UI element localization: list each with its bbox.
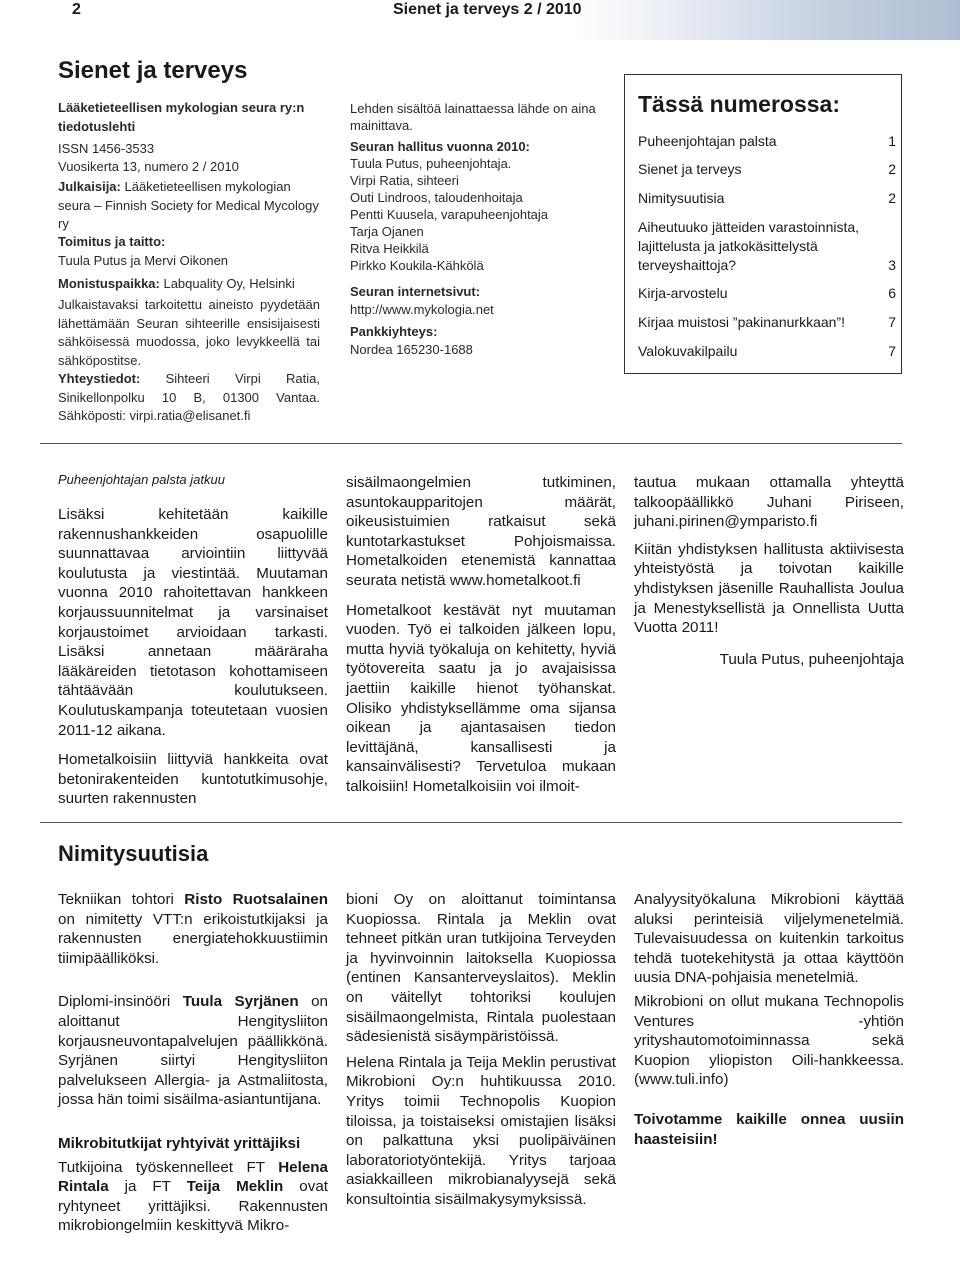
- toc-item-page: 3: [888, 257, 896, 273]
- section-divider: [40, 822, 902, 823]
- paragraph: tautua mukaan ottamalla yhteyttä talkoopäällikkö Juhani Piriseen, juhani.pirinen@ymparisto.fi: [634, 474, 904, 531]
- board-member: Outi Lindroos, taloudenhoitaja: [350, 190, 523, 205]
- bank-heading: Pankkiyhteys:: [350, 324, 438, 339]
- toc-item: [638, 284, 896, 303]
- continued-caption: Puheenjohtajan palsta jatkuu: [58, 472, 225, 487]
- masthead-volume: Vuosikerta 13, numero 2 / 2010: [58, 159, 239, 174]
- toc-item-page: 1: [888, 133, 896, 149]
- masthead-title: Sienet ja terveys: [58, 57, 248, 84]
- paragraph: Lisäksi kehitetään kaikille rakennushankkeiden osapuolille suunnattavaa arviointiin liittyvää koulutusta ja viestintää. Muutaman vuonna 2010 rahoitettavan hankkeen korjaussuunnitelmat ja varsinaiset korjaustoimet arvioidaan tarkasti. Lisäksi annetaan määräraha lääkäreiden tietotason kohottamiseen tähtäävään koulutukseen. Koulutuskampanja toteutetaan vuosien 2011-12 aikana.: [58, 506, 328, 739]
- toc-item-page: 2: [888, 161, 896, 177]
- page-number: 2: [72, 1, 81, 18]
- person-name: Tuula Syrjänen: [182, 993, 299, 1011]
- person-name: Helena Rintala: [58, 1158, 328, 1196]
- masthead-publisher: [58, 178, 320, 234]
- text: on aloittanut Hengitysliiton korjausneuvontapalvelujen päällikkönä. Syrjänen siirtyi Hengitysliiton palvelukseen Allergia- ja Astmaliitosta, jossa hän toimi sisäilma-asiantuntijana.: [58, 993, 328, 1109]
- person-name: Risto Ruotsalainen: [184, 891, 328, 908]
- toc-item-label: Nimitysuutisia: [638, 190, 725, 206]
- text: ja FT: [108, 1178, 187, 1196]
- section-divider: [40, 443, 902, 444]
- signature: Tuula Putus, puheenjohtaja: [719, 650, 904, 668]
- chair-column-1: [58, 505, 328, 809]
- toc-item-label: Valokuvakilpailu: [638, 343, 738, 359]
- toc-item-label: Aiheutuuko jätteiden varastoinnista, lajittelusta ja jatkokäsittelystä terveyshaittoja?: [638, 219, 860, 273]
- paragraph: Hometalkoot kestävät nyt muutaman vuoden. Työ ei talkoiden jälkeen lopu, mutta hyviä työkaluja on kehitetty, hyviä työtovereita saatu ja jo avajaisissa jaettiin kaikille hienot työhanskat. Olisiko yhdistyksellämme oma sijansa oikean ja ajantasaisen tiedon levittäjänä, kansallisesti ja kansainvälisesti? Tervetuloa mukaan talkoisiin! Hometalkoisiin voi ilmoit-: [346, 601, 616, 795]
- paragraph: Analyysityökaluna Mikrobioni käyttää aluksi perinteisiä viljelymenetelmiä. Tulevaisuudessa on kuitenkin tarkoitus tehdä tuotekehitystä ja ottaa käyttöön uusia DNA-pohjaisia menetelmiä.: [634, 891, 904, 987]
- board-heading: Seuran hallitus vuonna 2010:: [350, 139, 530, 154]
- board-member: Tarja Ojanen: [350, 224, 424, 239]
- toc-item: [638, 160, 896, 179]
- editor-label: Toimitus ja taitto:: [58, 234, 166, 249]
- paragraph: sisäilmaongelmien tutkiminen, asuntokaupparitojen määrät, oikeusistuimien ratkaisut sekä kuntotarkastukset Pohjoismaissa. Hometalkoiden etenemistä kannattaa seurata netistä www.hometalkoot.fi: [346, 474, 616, 589]
- masthead-issn: ISSN 1456-3533: [58, 141, 155, 156]
- chair-column-3: [634, 473, 904, 669]
- news-column-3: [634, 890, 904, 1149]
- toc-title: Tässä numerossa:: [638, 91, 840, 117]
- paragraph: Mikrobioni on ollut mukana Technopolis Ventures -yhtiön yrityshautomotoiminnassa sekä Kuopion yliopiston Oili-hankkeessa. (www.tuli.info): [634, 992, 904, 1089]
- toc-item: [638, 342, 896, 361]
- masthead-editor: [58, 233, 320, 270]
- paragraph: [58, 890, 328, 968]
- toc-item-label: Puheenjohtajan palsta: [638, 133, 777, 149]
- text: Diplomi-insinööri: [58, 993, 183, 1011]
- board-member: Virpi Ratia, sihteeri: [350, 173, 459, 188]
- board-members: [350, 155, 612, 274]
- person-name: Teija Meklin: [186, 1178, 284, 1196]
- paragraph: [58, 992, 328, 1110]
- masthead-printer: [58, 275, 320, 294]
- text: Tekniikan tohtori: [58, 891, 185, 908]
- text: on nimitetty VTT:n erikoistutkijaksi ja rakennusten energiatehokkuustiimin tiimipäälliköksi.: [58, 910, 328, 967]
- paragraph: Helena Rintala ja Teija Meklin perustivat Mikrobioni Oy:n huhtikuussa 2010. Yritys toimii Technopolis Kuopion tiloissa, ja toistaiseksi omistajien lisäksi on palkattuna yksi puolipäiväinen laboratoriotyöntekijä. Yritys tarjoaa asiakkailleen mikrobianalyysejä sekä konsultointia sisäilmakysymyksissä.: [346, 1053, 616, 1208]
- text: ovat ryhtyneet yrittäjiksi. Rakennusten mikrobiongelmiin keskittyvä Mikro-: [58, 1178, 328, 1235]
- board-member: Tuula Putus, puheenjohtaja.: [350, 156, 512, 171]
- publisher-value: Lääketieteellisen mykologian seura – Finnish Society for Medical Mycology ry: [58, 179, 319, 231]
- toc-item-page: 7: [888, 343, 896, 359]
- board-member: Pentti Kuusela, varapuheenjohtaja: [350, 207, 549, 222]
- masthead-purpose: Julkaistavaksi tarkoitettu aineisto pyydetään lähettämään Seuran sihteerille ensisijaisesti sähköisessä muodossa, joko levykkeellä tai sähköpostitse.: [58, 297, 320, 368]
- publisher-label: Julkaisija:: [58, 179, 121, 194]
- paragraph: bioni Oy on aloittanut toimintansa Kuopiossa. Rintala ja Meklin ovat tehneet pitkän uran tutkijoina Terveyden ja hyvinvoinnin laitoksella Kuopiossa (entinen Kansanterveyslaitos). Meklin on väitellyt tohtoriksi koulujen sisäilmaongelmista, Rintala puolestaan sädesienistä sisäympäristöissä.: [346, 891, 616, 1046]
- toc-item: [638, 218, 896, 275]
- masthead-contact: [58, 370, 320, 426]
- text: Tutkijoina työskennelleet FT: [58, 1158, 279, 1176]
- closing-wish: Toivotamme kaikille onnea uusiin haasteisiin!: [634, 1110, 904, 1148]
- web-heading: Seuran internetsivut:: [350, 284, 481, 299]
- citation-note: Lehden sisältöä lainattaessa lähde on aina mainittava.: [350, 101, 596, 133]
- news-column-2: [346, 890, 616, 1210]
- printer-value: Labquality Oy, Helsinki: [159, 276, 295, 291]
- toc-item-label: Kirjaa muistosi ”pakinanurkkaan”!: [638, 314, 845, 330]
- paragraph: Hometalkoisiin liittyviä hankkeita ovat betonirakenteiden kuntotutkimusohje, suurten rakennusten: [58, 751, 328, 808]
- contact-value: Sihteeri Virpi Ratia, Sinikellonpolku 10 B, 01300 Vantaa. Sähköposti: virpi.ratia@elisanet.fi: [58, 371, 320, 423]
- editor-value: Tuula Putus ja Mervi Oikonen: [58, 252, 229, 268]
- board-member: Pirkko Koukila-Kähkölä: [350, 258, 484, 273]
- toc-item-label: Kirja-arvostelu: [638, 285, 728, 301]
- paragraph: Kiitän yhdistyksen hallitusta aktiivisesta yhteistyöstä ja toivotan kaikille yhdistyksen jäsenille Rauhallista Joulua ja Menestyksellistä ja Onnellista Uutta Vuotta 2011!: [634, 540, 904, 637]
- masthead-subtitle: Lääketieteellisen mykologian seura ry:n tiedotuslehti: [58, 100, 305, 134]
- toc-item-page: 7: [888, 314, 896, 330]
- web-value: http://www.mykologia.net: [350, 302, 494, 317]
- toc-item: [638, 313, 896, 332]
- toc-item: [638, 189, 896, 208]
- toc-item-page: 2: [888, 190, 896, 206]
- board-member: Ritva Heikkilä: [350, 241, 429, 256]
- toc-item: [638, 132, 896, 151]
- running-head: Sienet ja terveys 2 / 2010: [393, 1, 582, 18]
- bank-value: Nordea 165230-1688: [350, 342, 473, 357]
- printer-label: Monistuspaikka:: [58, 276, 160, 291]
- news-subheading: Mikrobitutkijat ryhtyivät yrittäjiksi: [58, 1134, 301, 1152]
- news-column-1: [58, 890, 328, 1236]
- chair-column-2: [346, 473, 616, 797]
- contact-label: Yhteystiedot:: [58, 371, 141, 386]
- paragraph: [58, 1158, 328, 1236]
- toc-item-page: 6: [888, 285, 896, 301]
- news-title: Nimitysuutisia: [58, 841, 209, 866]
- toc-item-label: Sienet ja terveys: [638, 161, 742, 177]
